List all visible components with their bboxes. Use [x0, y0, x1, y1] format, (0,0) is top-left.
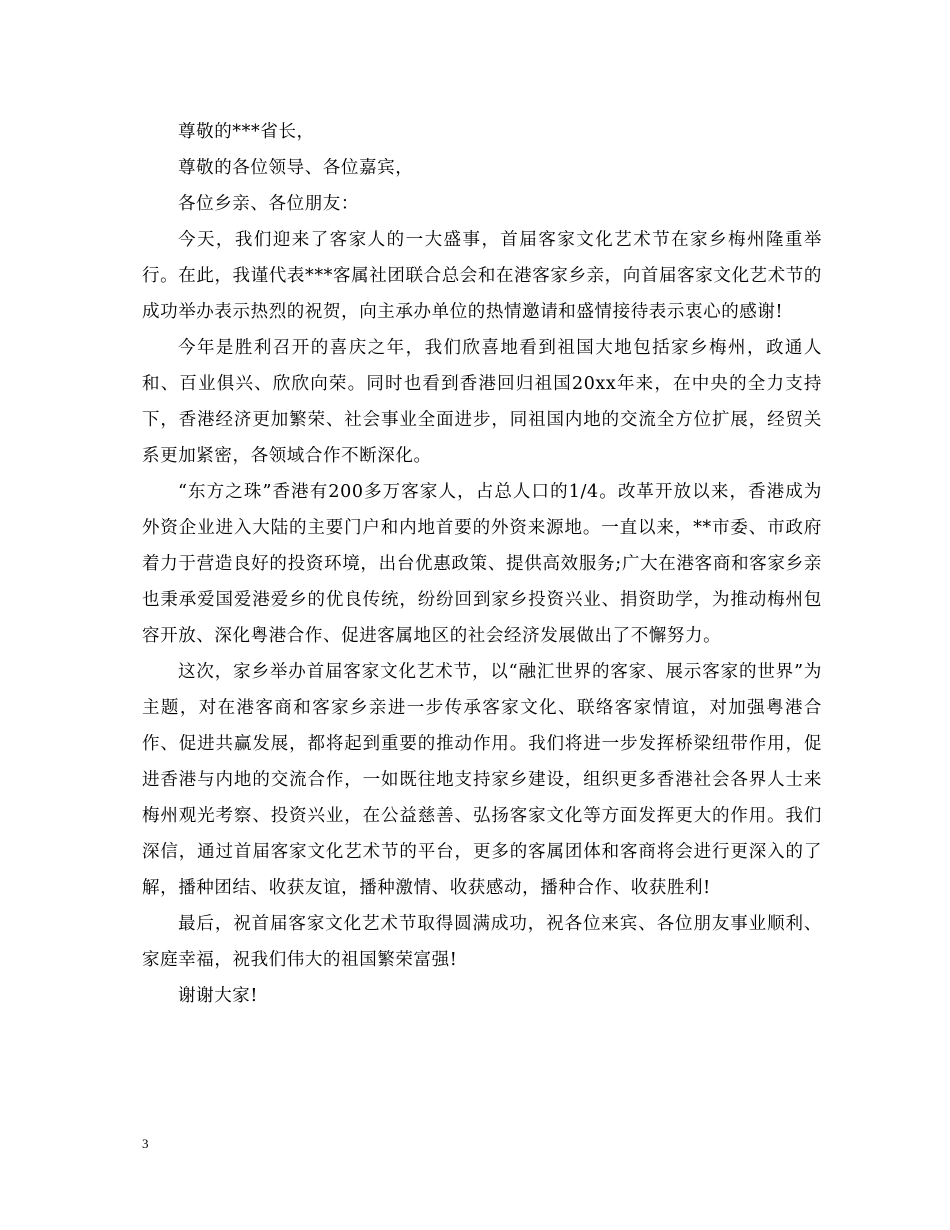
speech-paragraph: 最后，祝首届客家文化艺术节取得圆满成功，祝各位来宾、各位朋友事业顺利、家庭幸福，祝我们伟大的祖国繁荣富强! — [142, 914, 822, 970]
speech-paragraph: 今天，我们迎来了客家人的一大盛事，首届客家文化艺术节在家乡梅州隆重举行。在此，我谨代表***客属社团联合总会和在港客家乡亲，向首届客家文化艺术节的成功举办表示热烈的祝贺，向主承办单位的热情邀请和盛情接待表示衷心的感谢! — [142, 230, 822, 322]
salutation-line: 尊敬的***省长， — [178, 122, 315, 142]
salutation-line: 尊敬的各位领导、各位嘉宾， — [178, 158, 414, 178]
speech-paragraph: 这次，家乡举办首届客家文化艺术节，以“融汇世界的客家、展示客家的世界”为主题，对在港客商和客家乡亲进一步传承客家文化、联络客家情谊，对加强粤港合作、促进共赢发展，都将起到重要的推动作用。我们将进一步发挥桥梁纽带作用，促进香港与内地的交流合作，一如既往地支持家乡建设，组织更多香港社会各界人士来梅州观光考察、投资兴业，在公益慈善、弘扬客家文化等方面发挥更大的作用。我们深信，通过首届客家文化艺术节的平台，更多的客属团体和客商将会进行更深入的了解，播种团结、收获友谊，播种激情、收获感动，播种合作、收获胜利! — [142, 662, 822, 898]
speech-body — [142, 114, 822, 1014]
speech-paragraph: 今年是胜利召开的喜庆之年，我们欣喜地看到祖国大地包括家乡梅州，政通人和、百业俱兴、欣欣向荣。同时也看到香港回归祖国20xx年来，在中央的全力支持下，香港经济更加繁荣、社会事业全面进步，同祖国内地的交流全方位扩展，经贸关系更加紧密，各领域合作不断深化。 — [142, 338, 822, 466]
page-number: 3 — [142, 1136, 149, 1151]
closing-line: 谢谢大家! — [178, 986, 259, 1006]
salutation-line: 各位乡亲、各位朋友： — [178, 194, 359, 214]
speech-paragraph: “东方之珠”香港有200多万客家人，占总人口的1/4。改革开放以来，香港成为外资企业进入大陆的主要门户和内地首要的外资来源地。一直以来，**市委、市政府着力于营造良好的投资环境，出台优惠政策、提供高效服务;广大在港客商和客家乡亲也秉承爱国爱港爱乡的优良传统，纷纷回到家乡投资兴业、捐资助学，为推动梅州包容开放、深化粤港合作、促进客属地区的社会经济发展做出了不懈努力。 — [142, 482, 822, 646]
